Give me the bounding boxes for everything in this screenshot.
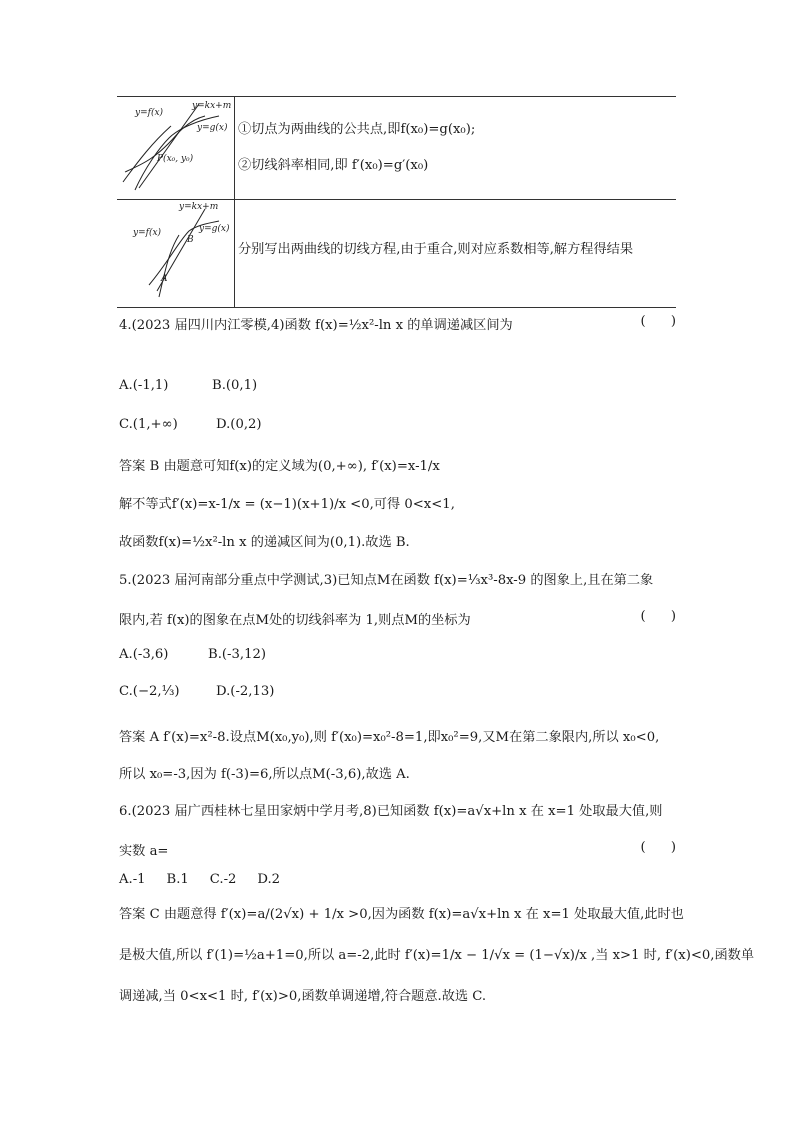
table-row-divider xyxy=(117,199,676,200)
fig2-label-b: B xyxy=(187,235,194,245)
fig1-label-p: P(x₀, y₀) xyxy=(157,154,194,164)
fig1-label-g: y=g(x) xyxy=(197,123,228,133)
q5-option-a: A.(-3,6) xyxy=(119,647,169,662)
q4-option-c: C.(1,+∞) xyxy=(119,417,178,432)
q4-answer-paren: ( ) xyxy=(640,314,676,329)
q4-option-d: D.(0,2) xyxy=(216,417,262,432)
q5-answer-line-2: 所以 x₀=-3,因为 f(-3)=6,所以点M(-3,6),故选 A. xyxy=(119,767,410,782)
q4-answer-line-1: 答案 B 由题意可知f(x)的定义域为(0,+∞), f′(x)=x-1/x xyxy=(119,459,440,474)
q6-options: A.-1 B.1 C.-2 D.2 xyxy=(119,872,281,887)
q4-stem: 4.(2023 届四川内江零模,4)函数 f(x)=½x²-ln x 的单调递减区间为 xyxy=(119,318,513,333)
row2-method-text: 分别写出两曲线的切线方程,由于重合,则对应系数相等,解方程得结果 xyxy=(238,242,634,257)
row1-condition-2: ②切线斜率相同,即 f′(x₀)=g′(x₀) xyxy=(238,158,429,173)
fig2-label-g: y=g(x) xyxy=(199,224,230,234)
fig2-label-kxm: y=kx+m xyxy=(179,202,219,212)
q4-answer-line-3: 故函数f(x)=½x²-ln x 的递减区间为(0,1).故选 B. xyxy=(119,535,410,550)
q6-stem-line-2: 实数 a= xyxy=(119,844,169,859)
q6-answer-paren: ( ) xyxy=(640,840,676,855)
tangent-method-table xyxy=(117,96,676,308)
fig1-label-f: y=f(x) xyxy=(135,108,164,118)
table-column-divider xyxy=(234,96,235,308)
q5-stem-line-2: 限内,若 f(x)的图象在点M处的切线斜率为 1,则点M的坐标为 xyxy=(119,613,471,628)
table-bottom-rule xyxy=(117,307,676,308)
q5-answer-line-1: 答案 A f′(x)=x²-8.设点M(x₀,y₀),则 f′(x₀)=x₀²-8=1,即x₀²=9,又M在第二象限内,所以 x₀<0, xyxy=(119,730,660,745)
two-point-tangent-figure xyxy=(119,201,233,305)
q5-option-d: D.(-2,13) xyxy=(216,684,275,699)
q6-answer-line-1: 答案 C 由题意得 f′(x)=a/(2√x) + 1/x >0,因为函数 f(x)=a√x+ln x 在 x=1 处取最大值,此时也 xyxy=(119,907,684,922)
q6-answer-line-2: 是极大值,所以 f′(1)=½a+1=0,所以 a=-2,此时 f′(x)=1/x − 1/√x = (1−√x)/x ,当 x>1 时, f′(x)<0,函数单 xyxy=(119,948,755,963)
q5-answer-paren: ( ) xyxy=(640,609,676,624)
q5-stem-line-1: 5.(2023 届河南部分重点中学测试,3)已知点M在函数 f(x)=⅓x³-8x-9 的图象上,且在第二象 xyxy=(119,573,654,588)
row1-condition-1: ①切点为两曲线的公共点,即f(x₀)=g(x₀); xyxy=(238,122,476,137)
q4-answer-line-2: 解不等式f′(x)=x-1/x = (x−1)(x+1)/x <0,可得 0<x<1, xyxy=(119,497,455,512)
q6-stem-line-1: 6.(2023 届广西桂林七星田家炳中学月考,8)已知函数 f(x)=a√x+ln x 在 x=1 处取最大值,则 xyxy=(119,804,663,819)
common-point-tangent-figure xyxy=(119,98,233,196)
q6-answer-line-3: 调递减,当 0<x<1 时, f′(x)>0,函数单调递增,符合题意.故选 C. xyxy=(119,989,487,1004)
q4-option-b: B.(0,1) xyxy=(212,378,258,393)
table-top-rule xyxy=(117,96,676,97)
fig2-label-f: y=f(x) xyxy=(133,228,162,238)
q5-option-b: B.(-3,12) xyxy=(208,647,266,662)
fig1-label-kxm: y=kx+m xyxy=(192,101,232,111)
q5-option-c: C.(−2,⅓) xyxy=(119,684,180,699)
fig2-label-a: A xyxy=(161,274,168,284)
q4-option-a: A.(-1,1) xyxy=(119,378,169,393)
